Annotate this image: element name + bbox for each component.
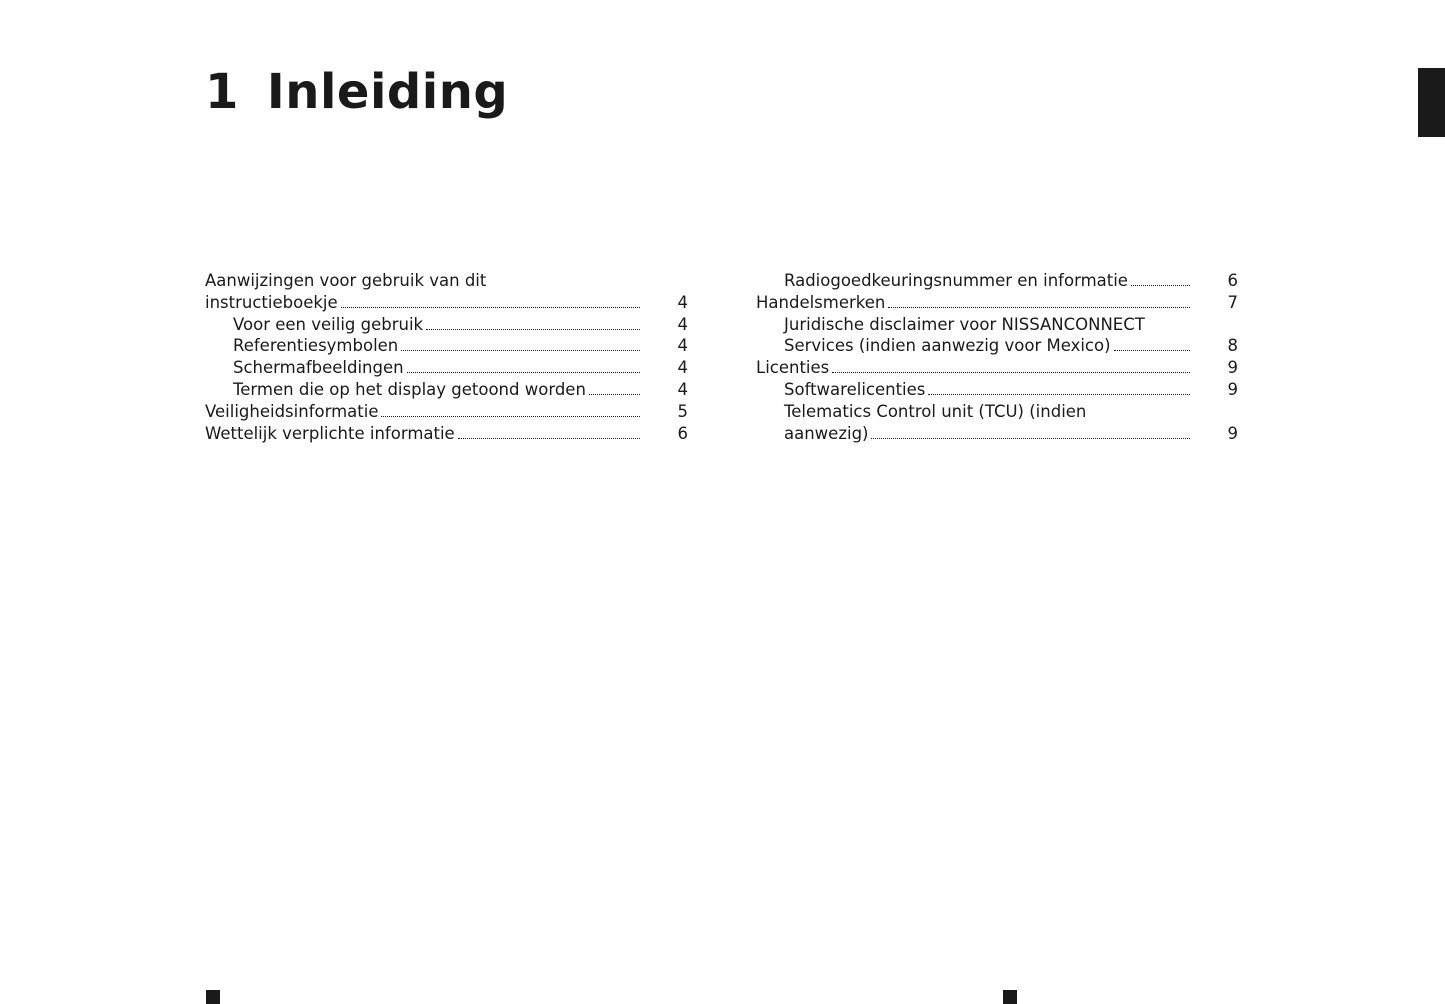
crop-mark-left: [206, 990, 220, 1004]
toc-entry[interactable]: [756, 357, 1238, 379]
toc-entry-first-line: Telematics Control unit (TCU) (indien: [784, 401, 1087, 421]
toc-page-number: 8: [1227, 336, 1238, 356]
toc-entry-text: instructieboekje: [205, 292, 338, 312]
toc-entry-first-line: Juridische disclaimer voor NISSANCONNECT: [784, 314, 1145, 334]
toc-entry-text: Veiligheidsinformatie: [205, 401, 379, 421]
dot-leader: [341, 307, 640, 308]
dot-leader: [401, 350, 640, 351]
toc-page-number: 6: [1227, 271, 1238, 290]
toc-entry[interactable]: [205, 335, 688, 357]
toc-entry[interactable]: [756, 292, 1238, 314]
dot-leader: [888, 307, 1190, 308]
toc-entry-text: Services (indien aanwezig voor Mexico): [784, 336, 1111, 356]
toc-entry[interactable]: [756, 335, 1238, 357]
toc-entry[interactable]: [756, 270, 1238, 292]
toc-entry-text: Radiogoedkeuringsnummer en informatie: [784, 271, 1128, 290]
toc-page-number: 4: [677, 336, 688, 356]
dot-leader: [458, 438, 640, 439]
toc-entry-text: Licenties: [756, 358, 830, 378]
chapter-title: [205, 62, 508, 122]
toc-page-number: 4: [677, 379, 688, 399]
toc-entry-text: Referentiesymbolen: [233, 336, 399, 356]
dot-leader: [928, 394, 1190, 395]
dot-leader: [871, 438, 1190, 439]
dot-leader: [1114, 350, 1190, 351]
toc-entry[interactable]: [205, 379, 688, 401]
toc-column-left: [205, 270, 688, 444]
toc-entry-text: Wettelijk verplichte informatie: [205, 423, 455, 443]
dot-leader: [426, 329, 640, 330]
dot-leader: [589, 394, 640, 395]
toc-entry-text: Schermafbeeldingen: [233, 358, 404, 378]
toc-entry-text: Handelsmerken: [756, 292, 886, 312]
dot-leader: [381, 416, 640, 417]
toc-entry[interactable]: [205, 292, 688, 314]
toc-entry[interactable]: [205, 357, 688, 379]
dot-leader: [832, 372, 1190, 373]
toc-entry-text: Softwarelicenties: [784, 379, 926, 399]
toc-entry-first-line: Aanwijzingen voor gebruik van dit: [205, 271, 487, 290]
dot-leader: [407, 372, 640, 373]
toc-page-number: 4: [677, 358, 688, 378]
toc-entry-text: Termen die op het display getoond worden: [233, 379, 586, 399]
toc-page-number: 9: [1227, 379, 1238, 399]
toc-entry-text: Voor een veilig gebruik: [233, 314, 424, 334]
toc-page-number: 4: [677, 292, 688, 312]
toc-entry[interactable]: [205, 423, 688, 445]
toc-entry[interactable]: [205, 314, 688, 336]
toc-entry[interactable]: [756, 379, 1238, 401]
toc-page-number: 9: [1227, 358, 1238, 378]
toc-entry-text: aanwezig): [784, 423, 869, 443]
chapter-title-text: Inleiding: [266, 64, 509, 120]
chapter-thumb-tab: [1418, 68, 1445, 137]
toc-page-number: 9: [1227, 423, 1238, 443]
toc-page-number: 5: [677, 401, 688, 421]
toc-entry[interactable]: [756, 423, 1238, 445]
toc-page-number: 7: [1227, 292, 1238, 312]
toc-entry[interactable]: [205, 401, 688, 423]
toc-page-number: 6: [677, 423, 688, 443]
chapter-number: 1: [205, 64, 239, 120]
crop-mark-right: [1003, 990, 1017, 1004]
toc-page-number: 4: [677, 314, 688, 334]
toc-column-right: [756, 270, 1238, 444]
dot-leader: [1131, 285, 1190, 286]
